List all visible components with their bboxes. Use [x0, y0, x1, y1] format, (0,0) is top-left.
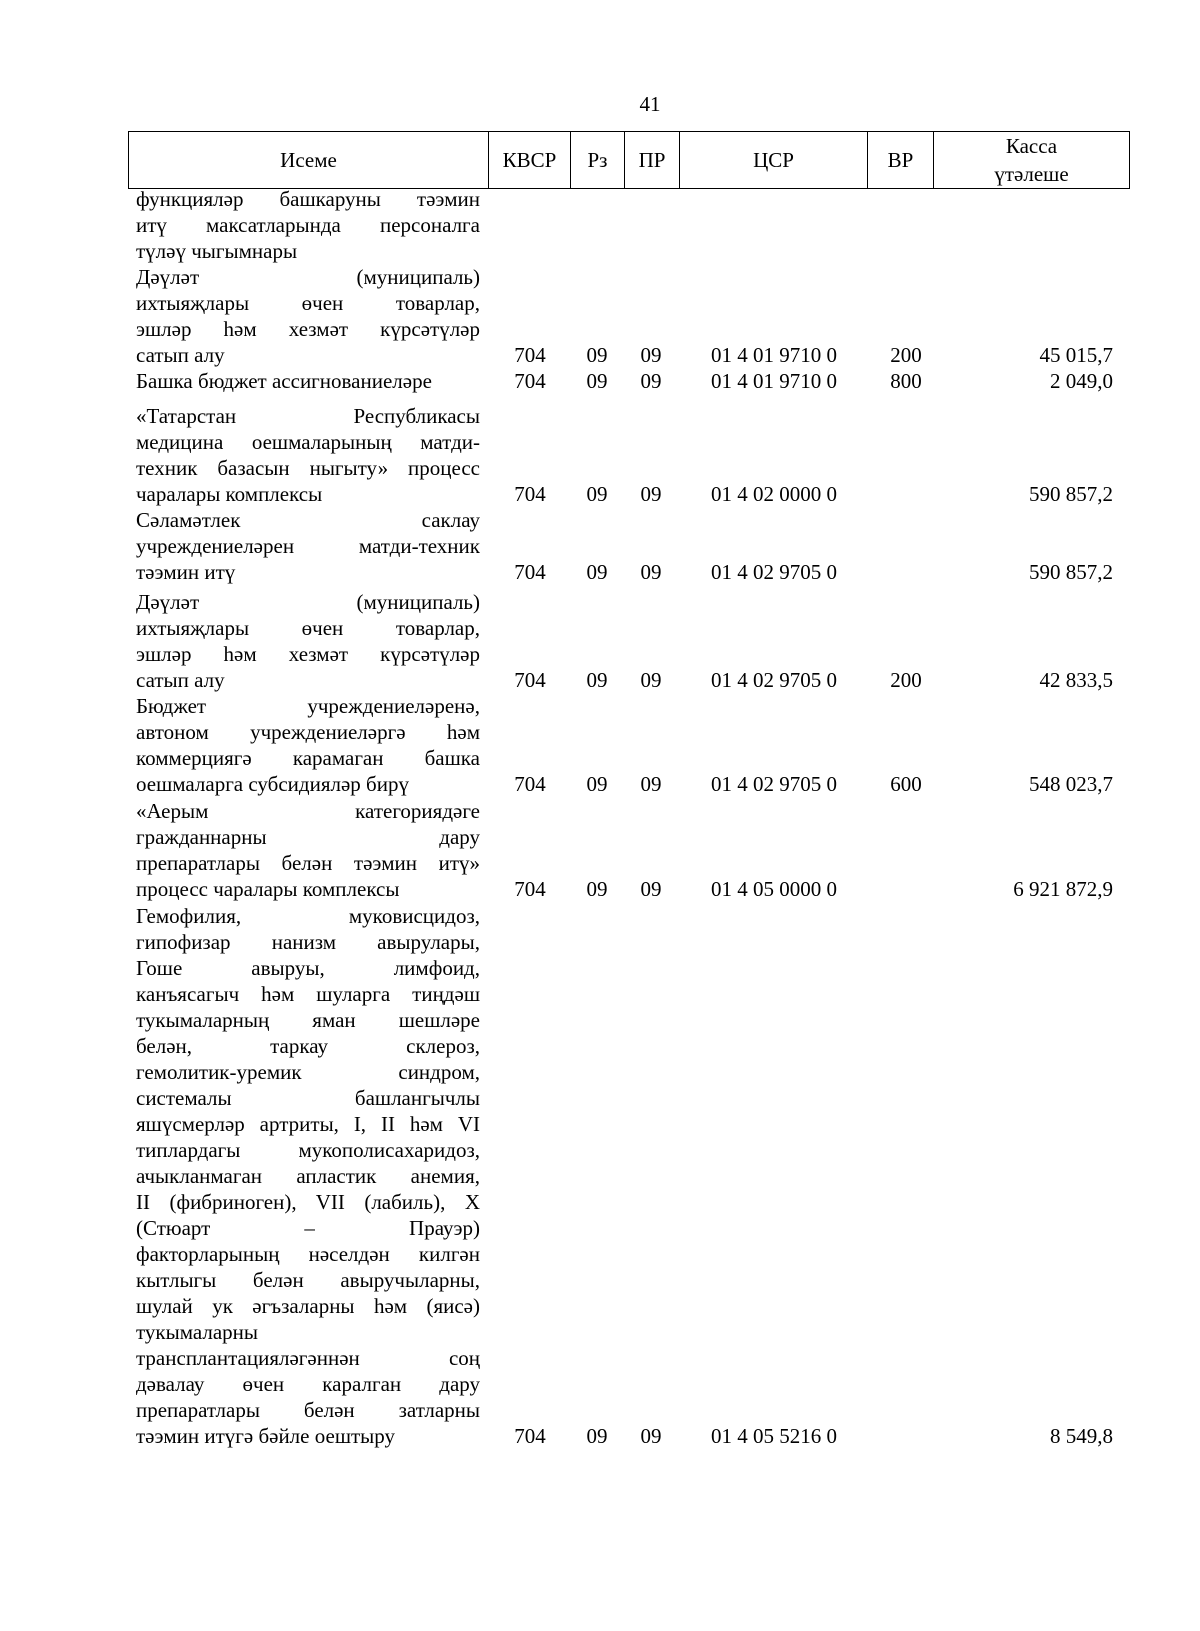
- row-name-line: техник базасын ныгыту» процесс: [136, 456, 480, 480]
- row-rz: 09: [586, 343, 608, 367]
- row-sum: 590 857,2: [1029, 482, 1113, 506]
- row-name-line: факторларының нәселдән килгән: [136, 1242, 480, 1266]
- header-sum-line2: үтәлеше: [994, 162, 1069, 186]
- row-name-line: Бюджет учреждениеләренә,: [136, 694, 480, 718]
- row-rz: 09: [586, 369, 608, 393]
- row-name-line: процесс чаралары комплексы: [136, 877, 400, 901]
- row-csr: 01 4 02 9705 0: [711, 668, 837, 692]
- row-name-line: тукымаларның яман шешләре: [136, 1008, 480, 1032]
- row-pr: 09: [640, 482, 662, 506]
- header-pr: ПР: [625, 132, 680, 189]
- row-sum: 6 921 872,9: [1013, 877, 1113, 901]
- row-name-line: Гоше авыруы, лимфоид,: [136, 956, 480, 980]
- row-rz: 09: [586, 560, 608, 584]
- row-name-line: ихтыяҗлары өчен товарлар,: [136, 291, 480, 315]
- row-pr: 09: [640, 1424, 662, 1448]
- row-name-line: дәвалау өчен каралган дару: [136, 1372, 480, 1396]
- row-name-line: ихтыяҗлары өчен товарлар,: [136, 616, 480, 640]
- row-name-line: Сәламәтлек саклау: [136, 508, 480, 532]
- row-name-line: Гемофилия, муковисцидоз,: [136, 904, 480, 928]
- row-sum: 548 023,7: [1029, 772, 1113, 796]
- row-kvsr: 704: [514, 772, 546, 796]
- row-name: [136, 798, 480, 902]
- row-vr: 800: [890, 369, 922, 393]
- row-pr: 09: [640, 877, 662, 901]
- header-kvsr: КВСР: [489, 132, 571, 189]
- row-name-line: тәэмин итү: [136, 560, 236, 584]
- row-name-line: тукымаларны: [136, 1320, 259, 1344]
- row-name-line: итү максатларында персоналга: [136, 213, 480, 237]
- row-sum: 590 857,2: [1029, 560, 1113, 584]
- row-name-line: канъясагыч һәм шуларга тиңдәш: [136, 982, 480, 1006]
- row-name-line: эшләр һәм хезмәт күрсәтүләр: [136, 317, 480, 341]
- row-vr: 200: [890, 343, 922, 367]
- row-vr: 200: [890, 668, 922, 692]
- row-pr: 09: [640, 343, 662, 367]
- row-name-line: ачыкланмаган апластик анемия,: [136, 1164, 480, 1188]
- row-name: [136, 264, 480, 368]
- row-csr: 01 4 05 0000 0: [711, 877, 837, 901]
- row-pr: 09: [640, 668, 662, 692]
- row-name: [136, 186, 480, 264]
- row-csr: 01 4 02 0000 0: [711, 482, 837, 506]
- row-rz: 09: [586, 668, 608, 692]
- header-sum: [934, 132, 1130, 189]
- row-name-line: системалы башлангычлы: [136, 1086, 480, 1110]
- row-csr: 01 4 02 9705 0: [711, 772, 837, 796]
- row-csr: 01 4 01 9710 0: [711, 343, 837, 367]
- row-name-line: чаралары комплексы: [136, 482, 323, 506]
- row-name-line: «Аерым категориядәге: [136, 799, 480, 823]
- row-vr: 600: [890, 772, 922, 796]
- row-rz: 09: [586, 1424, 608, 1448]
- row-name: [136, 589, 480, 693]
- header-csr: ЦСР: [680, 132, 868, 189]
- row-name-line: коммерциягә карамаган башка: [136, 746, 480, 770]
- row-name-line: сатып алу: [136, 343, 225, 367]
- row-name: [136, 507, 480, 585]
- row-rz: 09: [586, 482, 608, 506]
- row-csr: 01 4 02 9705 0: [711, 560, 837, 584]
- row-name-line: II (фибриноген), VII (лабиль), X: [136, 1190, 480, 1214]
- row-kvsr: 704: [514, 668, 546, 692]
- row-name-line: яшүсмерләр артриты, I, II һәм VI: [136, 1112, 480, 1136]
- row-name-line: түләү чыгымнары: [136, 239, 298, 263]
- row-name-line: Башка бюджет ассигнованиеләре: [136, 369, 432, 393]
- row-kvsr: 704: [514, 482, 546, 506]
- row-name-line: гражданнарны дару: [136, 825, 480, 849]
- row-name-line: трансплантацияләгәннән соң: [136, 1346, 480, 1370]
- row-pr: 09: [640, 369, 662, 393]
- row-kvsr: 704: [514, 369, 546, 393]
- row-name: [136, 368, 480, 394]
- row-name-line: медицина оешмаларының матди-: [136, 430, 480, 454]
- row-name-line: гемолитик-уремик синдром,: [136, 1060, 480, 1084]
- header-sum-line1: Касса: [1005, 134, 1058, 158]
- row-name: [136, 903, 480, 1449]
- header-name: Исеме: [129, 132, 489, 189]
- row-kvsr: 704: [514, 1424, 546, 1448]
- row-pr: 09: [640, 560, 662, 584]
- row-sum: 2 049,0: [1050, 369, 1113, 393]
- row-csr: 01 4 01 9710 0: [711, 369, 837, 393]
- row-name-line: тәэмин итүгә бәйле оештыру: [136, 1424, 395, 1448]
- row-kvsr: 704: [514, 343, 546, 367]
- row-name-line: гипофизар нанизм авырулары,: [136, 930, 480, 954]
- row-sum: 8 549,8: [1050, 1424, 1113, 1448]
- row-rz: 09: [586, 877, 608, 901]
- table-header: [128, 131, 1130, 189]
- row-name: [136, 693, 480, 797]
- row-name-line: препаратлары белән тәэмин итү»: [136, 851, 480, 875]
- page-number: 41: [639, 92, 661, 116]
- row-name-line: Дәүләт (муниципаль): [136, 265, 480, 289]
- row-pr: 09: [640, 772, 662, 796]
- row-name-line: препаратлары белән затларны: [136, 1398, 480, 1422]
- row-rz: 09: [586, 772, 608, 796]
- row-name-line: (Стюарт – Прауэр): [136, 1216, 480, 1240]
- header-vr: ВР: [868, 132, 934, 189]
- row-name-line: белән, таркау склероз,: [136, 1034, 480, 1058]
- header-rz: Рз: [571, 132, 625, 189]
- row-name-line: «Татарстан Республикасы: [136, 404, 480, 428]
- row-name-line: кытлыгы белән авыручыларны,: [136, 1268, 480, 1292]
- row-name-line: типлардагы мукополисахаридоз,: [136, 1138, 480, 1162]
- row-sum: 42 833,5: [1039, 668, 1113, 692]
- row-sum: 45 015,7: [1039, 343, 1113, 367]
- row-name-line: автоном учреждениеләргә һәм: [136, 720, 480, 744]
- row-name-line: сатып алу: [136, 668, 225, 692]
- row-name-line: шулай ук әгъзаларны һәм (яисә): [136, 1294, 480, 1318]
- row-name-line: Дәүләт (муниципаль): [136, 590, 480, 614]
- row-name: [136, 403, 480, 507]
- row-name-line: учреждениеләрен матди-техник: [136, 534, 480, 558]
- row-csr: 01 4 05 5216 0: [711, 1424, 837, 1448]
- row-name-line: оешмаларга субсидияләр бирү: [136, 772, 409, 796]
- row-kvsr: 704: [514, 560, 546, 584]
- row-kvsr: 704: [514, 877, 546, 901]
- row-name-line: функцияләр башкаруны тәэмин: [136, 187, 480, 211]
- row-name-line: эшләр һәм хезмәт күрсәтүләр: [136, 642, 480, 666]
